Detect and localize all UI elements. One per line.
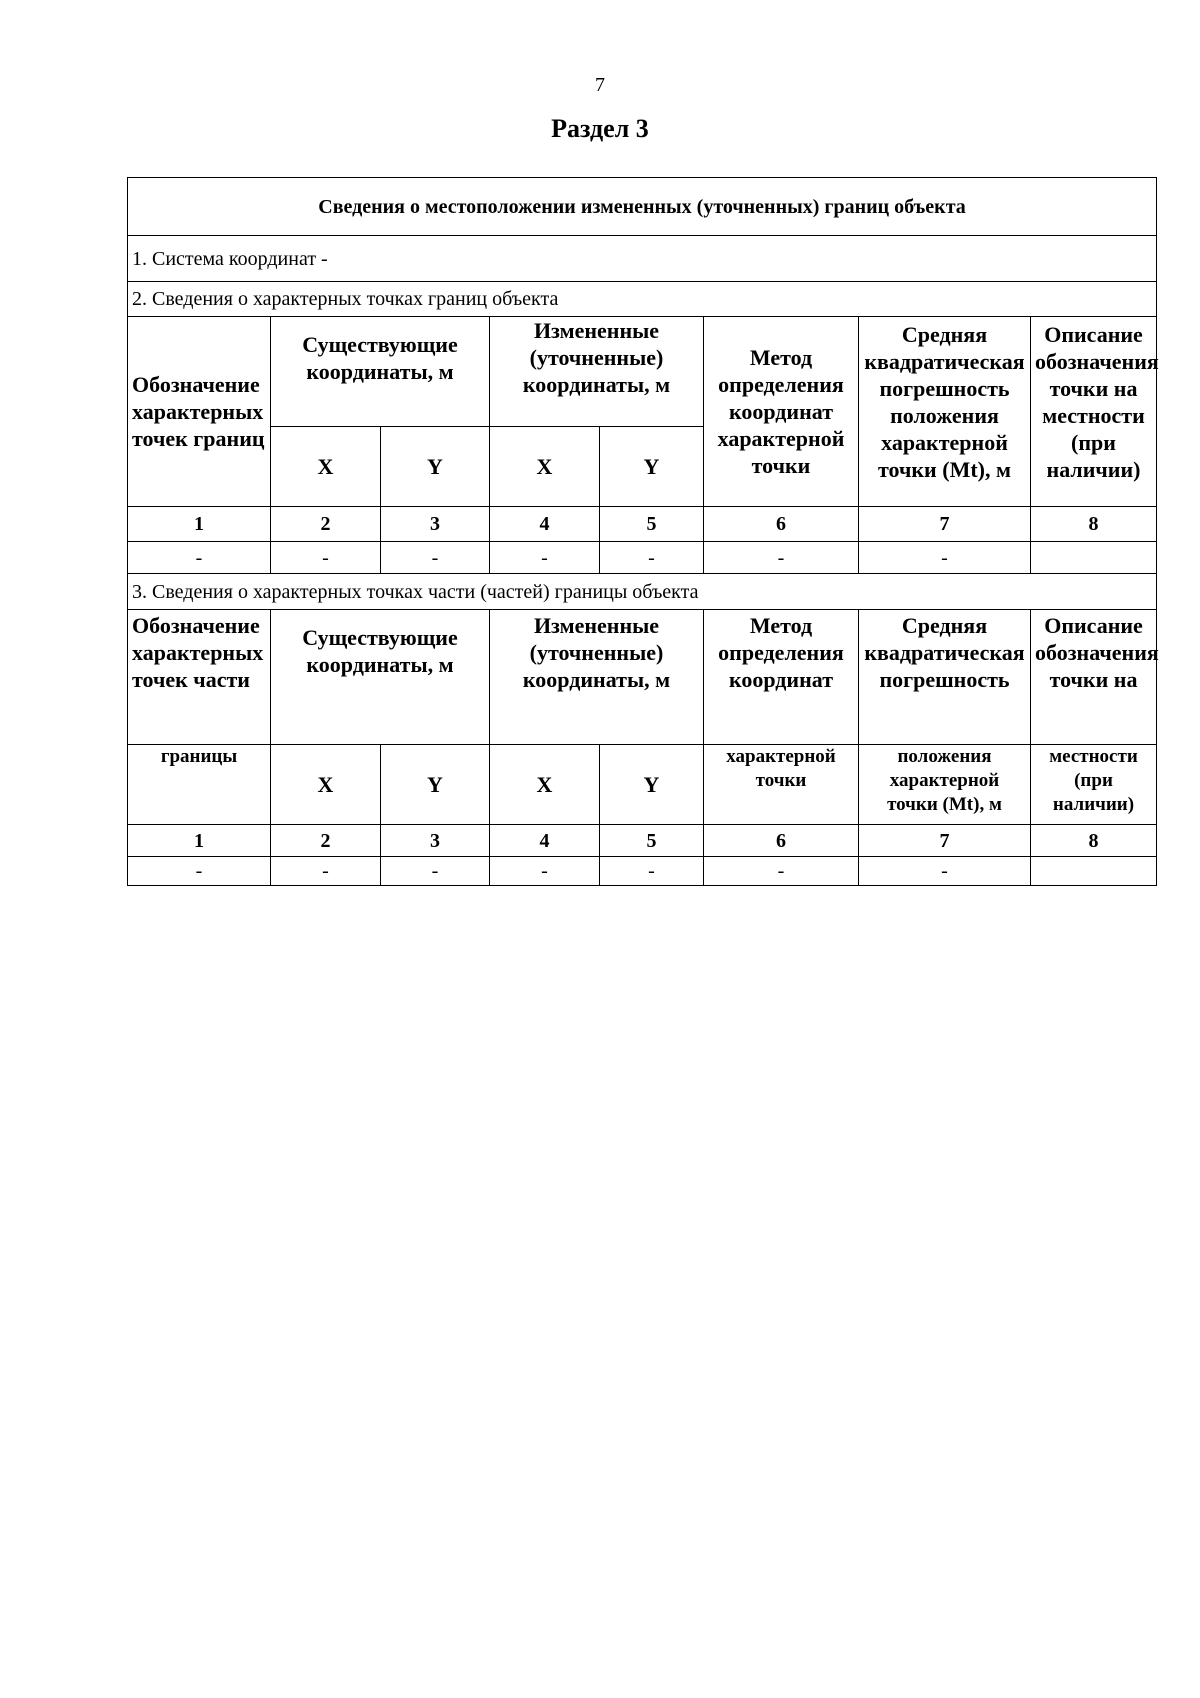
header-x-existing: X — [271, 427, 381, 507]
column-number: 2 — [271, 825, 381, 857]
header-x-changed: X — [490, 427, 600, 507]
column-number: 8 — [1031, 507, 1157, 542]
part3-title: 3. Сведения о характерных точках части (частей) границы объекта — [128, 574, 1157, 610]
section-title: Раздел 3 — [551, 114, 649, 143]
table-title: Сведения о местоположении измененных (уточненных) границ объекта — [128, 178, 1157, 236]
header-method-continued: характерной точки — [704, 745, 859, 825]
table-cell: - — [128, 857, 271, 886]
header-point-designation: Обозначение характерных точек части — [128, 610, 271, 745]
header-point-designation: Обозначение характерных точек границ — [128, 317, 271, 507]
page-number: 7 — [595, 74, 605, 96]
column-number: 4 — [490, 507, 600, 542]
table-cell: - — [704, 542, 859, 574]
header-existing-coordinates: Существующие координаты, м — [271, 610, 490, 745]
header-changed-coordinates: Измененные (уточненные) координаты, м — [490, 317, 704, 427]
part2-title: 2. Сведения о характерных точках границ объекта — [128, 282, 1157, 317]
table-cell: - — [271, 542, 381, 574]
header-y-changed: Y — [600, 427, 704, 507]
column-number: 1 — [128, 825, 271, 857]
coordinate-system-row: 1. Система координат - — [128, 236, 1157, 282]
table-cell: - — [128, 542, 271, 574]
header-x-changed: X — [490, 745, 600, 825]
table-cell: - — [490, 542, 600, 574]
header-point-description: Описание обозначения точки на — [1031, 610, 1157, 745]
column-numbers-row — [128, 825, 1157, 857]
column-number: 7 — [859, 507, 1031, 542]
table-cell: - — [704, 857, 859, 886]
table-cell: - — [859, 857, 1031, 886]
header-mean-square-error-continued: положения характерной точки (Mt), м — [859, 745, 1031, 825]
header-changed-coordinates: Измененные (уточненные) координаты, м — [490, 610, 704, 745]
column-number: 7 — [859, 825, 1031, 857]
table-cell: - — [600, 542, 704, 574]
column-number: 5 — [600, 507, 704, 542]
column-number: 6 — [704, 507, 859, 542]
column-number: 2 — [271, 507, 381, 542]
column-number: 1 — [128, 507, 271, 542]
table-cell — [1031, 857, 1157, 886]
header-point-description: Описание обозначения точки на местности (при наличии) — [1031, 317, 1157, 507]
header-y-existing: Y — [381, 745, 490, 825]
column-number: 4 — [490, 825, 600, 857]
header-point-description-continued: местности (при наличии) — [1031, 745, 1157, 825]
table-cell: - — [490, 857, 600, 886]
column-number: 8 — [1031, 825, 1157, 857]
column-number: 5 — [600, 825, 704, 857]
table-row — [128, 857, 1157, 886]
table-cell: - — [381, 857, 490, 886]
column-number: 6 — [704, 825, 859, 857]
header-y-existing: Y — [381, 427, 490, 507]
table-cell: - — [859, 542, 1031, 574]
table-row — [128, 542, 1157, 574]
column-number: 3 — [381, 825, 490, 857]
table-cell — [1031, 542, 1157, 574]
column-number: 3 — [381, 507, 490, 542]
table-cell: - — [600, 857, 704, 886]
table-cell: - — [381, 542, 490, 574]
table-cell: - — [271, 857, 381, 886]
header-point-designation-continued: границы — [128, 745, 271, 825]
header-mean-square-error: Средняя квадратическая погрешность — [859, 610, 1031, 745]
header-method: Метод определения координат характерной точки — [704, 317, 859, 507]
header-y-changed: Y — [600, 745, 704, 825]
column-numbers-row — [128, 507, 1157, 542]
header-existing-coordinates: Существующие координаты, м — [271, 317, 490, 427]
header-x-existing: X — [271, 745, 381, 825]
header-method: Метод определения координат — [704, 610, 859, 745]
header-mean-square-error: Средняя квадратическая погрешность положения характерной точки (Mt), м — [859, 317, 1031, 507]
coordinates-table — [127, 177, 1157, 886]
